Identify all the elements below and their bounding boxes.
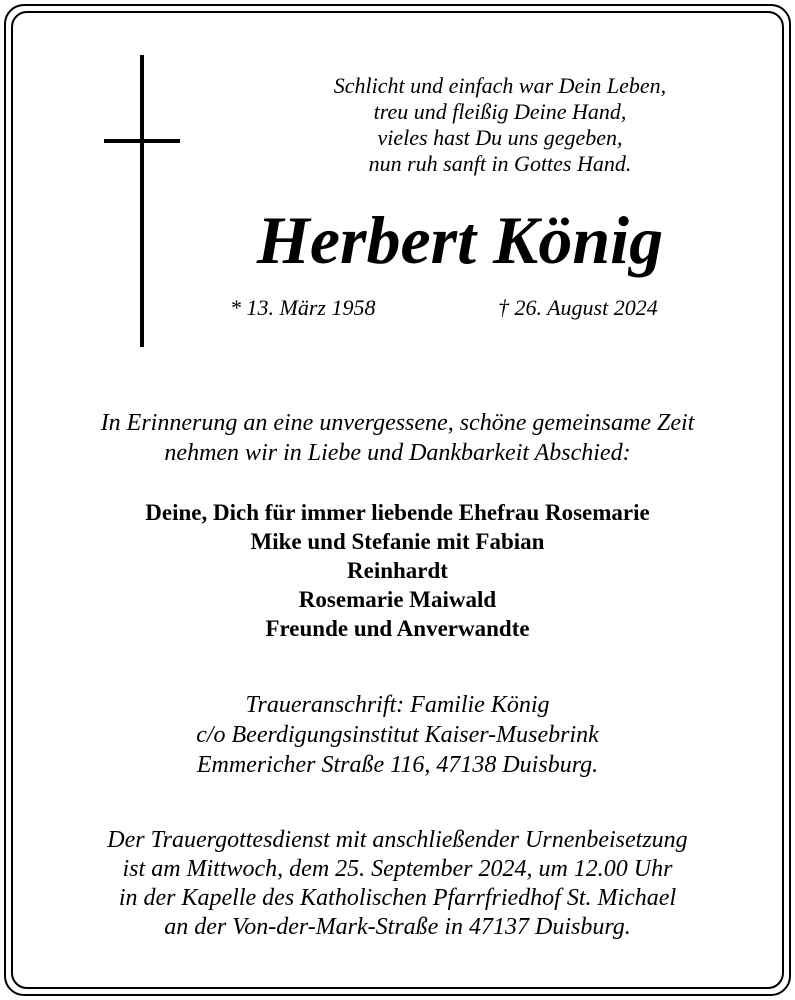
deceased-name: Herbert König <box>256 202 664 278</box>
cross-icon <box>104 55 180 347</box>
service-line: an der Von-der-Mark-Straße in 47137 Duisburg. <box>164 914 631 940</box>
mourner-line: Mike und Stefanie mit Fabian <box>250 529 545 554</box>
mourner-line: Deine, Dich für immer liebende Ehefrau Rosemarie <box>145 500 650 525</box>
poem-line: treu und fleißig Deine Hand, <box>373 99 627 124</box>
address-line: Traueranschrift: Familie König <box>245 692 550 718</box>
service-line: ist am Mittwoch, dem 25. September 2024, um 12.00 Uhr <box>122 856 673 882</box>
cross-vertical-bar <box>140 55 144 347</box>
mourner-line: Reinhardt <box>347 558 448 583</box>
mourning-address <box>20 690 775 780</box>
service-line: in der Kapelle des Katholischen Pfarrfriedhof St. Michael <box>118 885 677 911</box>
service-line: Der Trauergottesdienst mit anschließender Urnenbeisetzung <box>107 827 688 853</box>
death-date: † 26. August 2024 <box>498 295 658 320</box>
cross-horizontal-bar <box>104 139 180 143</box>
mourner-line: Freunde und Anverwandte <box>265 616 530 641</box>
poem <box>230 73 770 177</box>
remembrance-line: nehmen wir in Liebe und Dankbarkeit Abschied: <box>164 440 631 466</box>
birth-date: * 13. März 1958 <box>230 295 376 320</box>
address-line: c/o Beerdigungsinstitut Kaiser-Musebrink <box>196 722 599 748</box>
mourner-line: Rosemarie Maiwald <box>298 587 497 612</box>
remembrance-line: In Erinnerung an eine unvergessene, schöne gemeinsame Zeit <box>100 410 695 436</box>
remembrance-text <box>20 408 775 468</box>
poem-line: vieles hast Du uns gegeben, <box>377 125 623 150</box>
mourners-list <box>20 498 775 643</box>
address-line: Emmericher Straße 116, 47138 Duisburg. <box>196 752 599 778</box>
poem-line: Schlicht und einfach war Dein Leben, <box>333 73 667 98</box>
poem-line: nun ruh sanft in Gottes Hand. <box>368 151 632 176</box>
funeral-service-info <box>20 826 775 942</box>
